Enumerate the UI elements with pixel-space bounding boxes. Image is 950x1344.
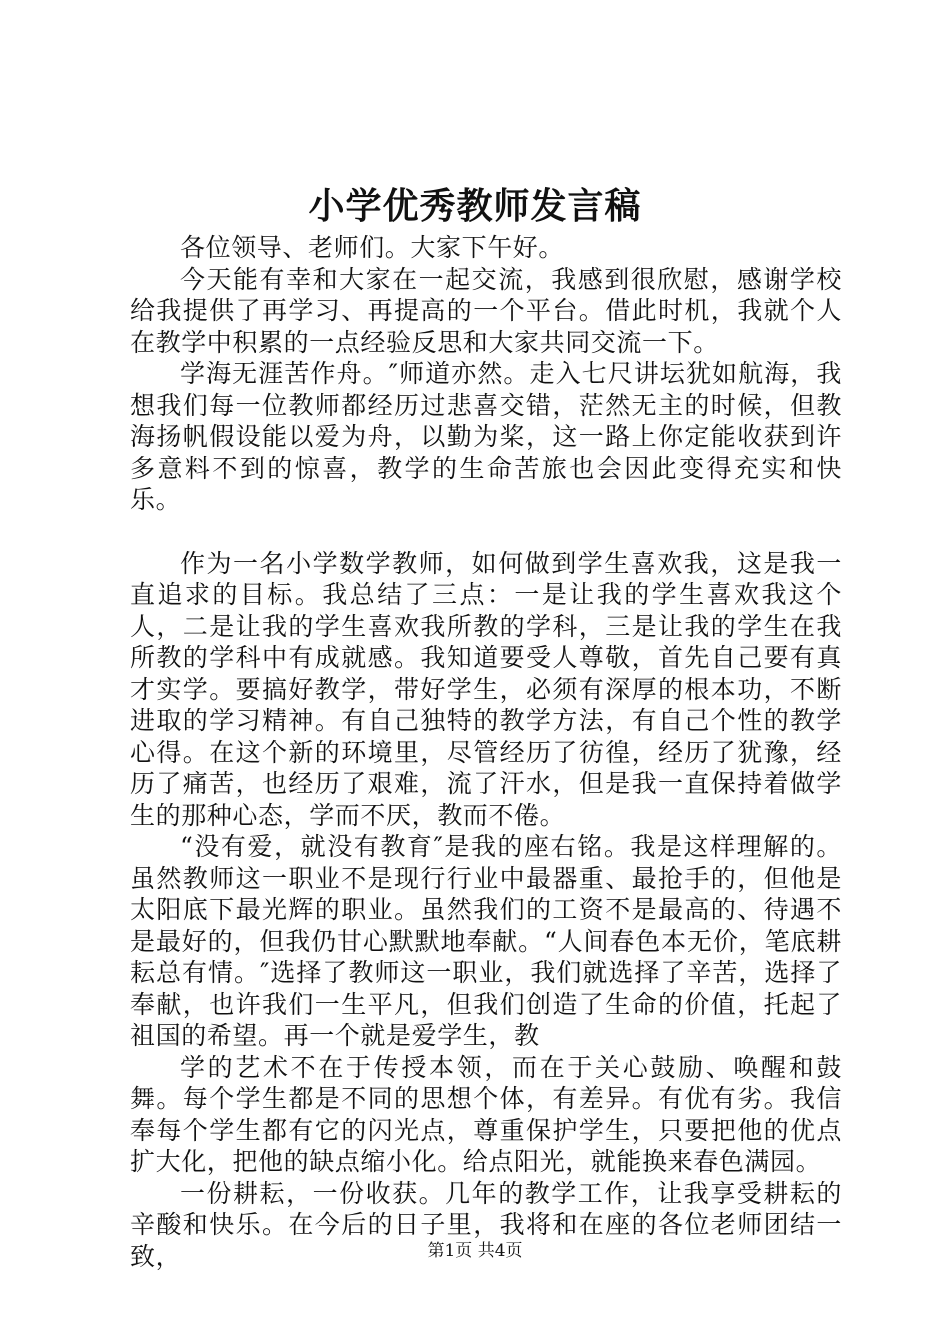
paragraph-learning-sea: 学海无涯苦作舟。″师道亦然。走入七尺讲坛犹如航海，我想我们每一位教师都经历过悲喜交错，茫然无主的时候，但教海扬帆假设能以爱为舟，以勤为桨，这一路上你定能收获到许多意料不到的惊喜，教学的生命苦旅也会因此变得充实和快乐。 (130, 359, 842, 514)
page-footer: 第1页 共4页 (427, 1241, 523, 1261)
paragraph-math-teacher: 作为一名小学数学教师，如何做到学生喜欢我，这是我一直追求的目标。我总结了三点：一是让我的学生喜欢我这个人，二是让我的学生喜欢我所教的学科，三是让我的学生在我所教的学科中有成就感。我知道要受人尊敬，首先自己要有真才实学。要搞好教学，带好学生，必须有深厚的根本功，不断进取的学习精神。有自己独特的教学方法，有自己个性的教学心得。在这个新的环境里，尽管经历了彷徨，经历了犹豫，经历了痛苦，也经历了艰难，流了汗水，但是我一直保持着做学生的那种心态，学而不厌，教而不倦。 (130, 548, 842, 830)
paragraph-teaching-art: 学的艺术不在于传授本领，而在于关心鼓励、唤醒和鼓舞。每个学生都是不同的思想个体，有差异。有优有劣。我信奉每个学生都有它的闪光点，尊重保护学生，只要把他的优点扩大化，把他的缺点缩小化。给点阳光，就能换来春色满园。 (130, 1052, 842, 1176)
paragraph-spacer (130, 516, 842, 548)
paragraph-opening: 今天能有幸和大家在一起交流，我感到很欣慰，感谢学校给我提供了再学习、再提高的一个平台。借此时机，我就个人在教学中积累的一点经验反思和大家共同交流一下。 (130, 264, 842, 357)
document-body (130, 232, 842, 1272)
paragraph-harvest: 一份耕耘，一份收获。几年的教学工作，让我享受耕耘的辛酸和快乐。在今后的日子里，我将和在座的各位老师团结一致， (130, 1178, 842, 1271)
paragraph-greeting: 各位领导、老师们。大家下午好。 (180, 233, 565, 262)
document-title: 小学优秀教师发言稿 (308, 185, 642, 227)
paragraph-love-education: “没有爱，就没有教育″是我的座右铭。我是这样理解的。虽然教师这一职业不是现行行业中最器重、最抢手的，但他是太阳底下最光辉的职业。虽然我们的工资不是最高的、待遇不是最好的，但我仍甘心默默地奉献。“人间春色本无价，笔底耕耘总有情。″选择了教师这一职业，我们就选择了辛苦，选择了奉献，也许我们一生平凡，但我们创造了生命的价值，托起了祖国的希望。再一个就是爱学生，教 (130, 832, 842, 1050)
